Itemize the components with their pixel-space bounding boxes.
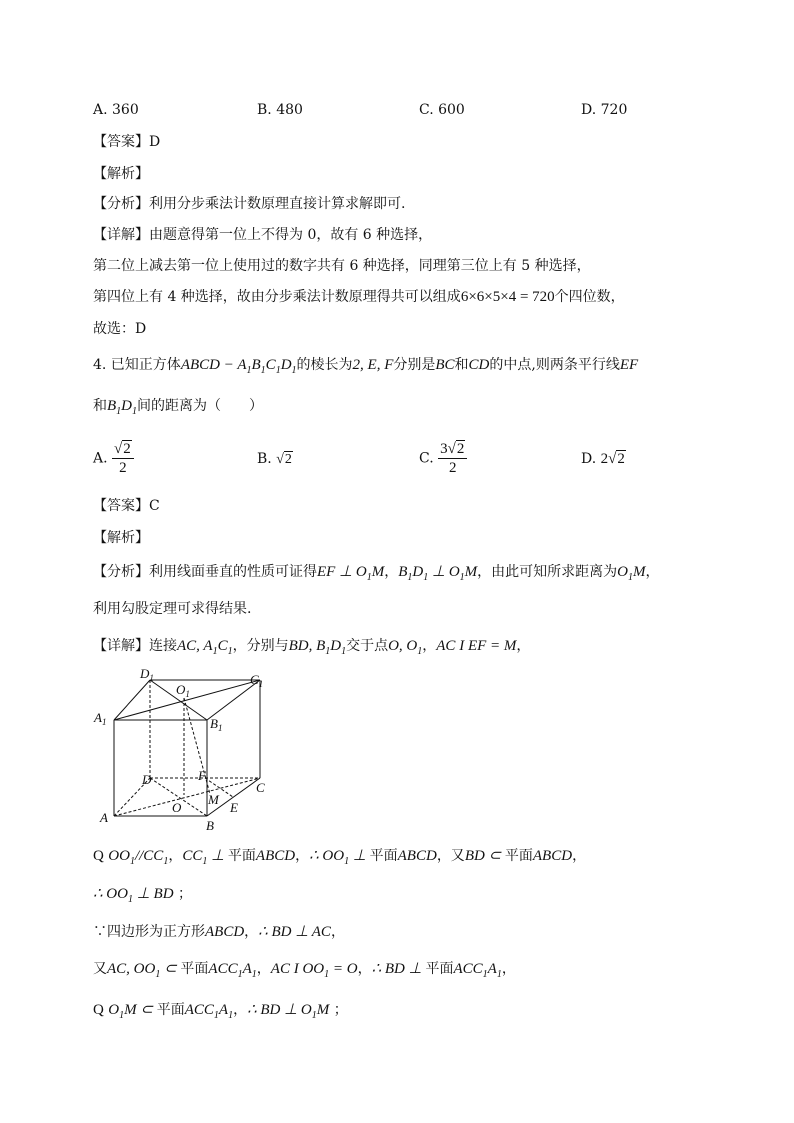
label-a: A bbox=[100, 810, 108, 825]
q4-detail-b: ，分别与 bbox=[232, 638, 289, 654]
q4-option-c-value: $\frac{3√2}{2}$ bbox=[438, 440, 467, 477]
q4-option-b-value: √2 bbox=[276, 452, 292, 467]
plane-word-4: 平面 bbox=[180, 961, 209, 977]
relation-o1m-subset: $O_1M$ ⊂ bbox=[108, 1002, 157, 1021]
q4-option-d bbox=[581, 449, 626, 469]
label-m: M bbox=[208, 792, 219, 807]
proof-5-b: ， bbox=[233, 1002, 248, 1018]
q4-proof-line-1: Q $OO_1//CC_1$，$CC_1$ ⊥ 平面ABCD，∴ $OO_1$ ⊥ 平面ABCD，又BD ⊂ 平面ABCD， bbox=[93, 848, 587, 867]
q4-stem-line-2 bbox=[93, 396, 263, 422]
relation-cc1-perp: $CC_1$ ⊥ bbox=[182, 848, 228, 867]
relation-b1d1-perp-o1m: $B_1D_1$ ⊥ $O_1M$ bbox=[398, 564, 478, 583]
edge-and-points: 2, E, F bbox=[352, 357, 394, 373]
relation-bd-perp-ac: ∴ BD ⊥ AC bbox=[258, 924, 331, 940]
q4-proof-line-2: ∴ $OO_1$ ⊥ BD ； bbox=[93, 886, 192, 905]
q3-line-3-text-a: 第四位上有 4 种选择，故由分步乘法计数原理得共可以组成 bbox=[93, 289, 461, 305]
relation-ac-oo1-o: AC I $OO_1 = O$ bbox=[270, 961, 358, 980]
q4-stem-line-1 bbox=[93, 355, 638, 381]
points-o-o1: O, $O_1$ bbox=[388, 638, 423, 657]
cube-solid-edges bbox=[114, 680, 260, 816]
q3-detail-line-3 bbox=[93, 287, 625, 307]
q4-option-d-value: 2√2 bbox=[600, 451, 625, 467]
q3-analysis: 【分析】利用分步乘法计数原理直接计算求解即可. bbox=[93, 196, 406, 212]
proof-1-d: ，又 bbox=[436, 848, 465, 864]
q3-detail-line-1: 【详解】由题意得第一位上不得为 0，故有 6 种选择， bbox=[93, 227, 433, 243]
relation-ef-perp-o1m: EF ⊥ $O_1M$ bbox=[317, 564, 385, 583]
plane-acc1a1-3: $ACC_1A_1$ bbox=[184, 1002, 234, 1021]
plane-word-6: 平面 bbox=[156, 1002, 185, 1018]
relation-oo1-parallel-cc1: $OO_1//CC_1$ bbox=[108, 848, 169, 867]
q3-line-3-expression: 6×6×5×4 = 720 bbox=[460, 289, 555, 305]
q4-analysis-line-2: 利用勾股定理可求得结果. bbox=[93, 601, 252, 617]
q3-option-b: B. 480 bbox=[257, 102, 303, 118]
q4-option-d-letter: D. bbox=[581, 451, 597, 467]
q4-detail-a: 【详解】连接 bbox=[93, 638, 177, 654]
q4-proof-line-4: 又AC, $OO_1$ ⊂ 平面$ACC_1A_1$，AC I $OO_1 = O$，∴ BD ⊥ 平面$ACC_1A_1$， bbox=[93, 961, 516, 980]
relation-bd-perp-plane: ∴ BD ⊥ bbox=[371, 961, 426, 977]
plane-word-5: 平面 bbox=[425, 961, 454, 977]
q4-option-a-value: $\frac{√2}{2}$ bbox=[112, 440, 134, 477]
q4-detail-line-1: 【详解】连接AC, $A_1C_1$，分别与BD, $B_1D_1$交于点O, $O_1$，AC I EF = M， bbox=[93, 638, 531, 657]
proof-4-a: 又 bbox=[93, 961, 107, 977]
plane-abcd-3: ABCD bbox=[532, 848, 573, 864]
segment-bc: BC bbox=[435, 357, 455, 373]
label-o1: $O_1$ bbox=[176, 682, 190, 699]
q4-stem-b: 的棱长为 bbox=[296, 357, 353, 373]
q3-option-a: A. 360 bbox=[93, 102, 139, 118]
segments-bd-b1d1: BD, $B_1D_1$ bbox=[288, 638, 347, 657]
q3-conclusion: 故选：D bbox=[93, 321, 147, 337]
q4-detail-c: 交于点 bbox=[346, 638, 389, 654]
q-symbol: Q bbox=[93, 848, 104, 864]
q4-option-b bbox=[257, 449, 293, 470]
relation-ac-ef-m: AC I EF = M bbox=[436, 638, 517, 654]
q4-stem-e: 的中点,则两条平行线 bbox=[489, 357, 620, 373]
relation-bd-perp-o1m: ∴ BD ⊥ $O_1M$ bbox=[247, 1002, 330, 1021]
label-c: C bbox=[256, 780, 265, 795]
q3-option-d: D. 720 bbox=[581, 102, 628, 118]
q4-option-a bbox=[93, 440, 134, 477]
q4-stem-d: 和 bbox=[454, 357, 469, 373]
cube-figure bbox=[92, 668, 272, 834]
proof-3-a: ∵四边形为正方形 bbox=[93, 924, 205, 940]
q3-detail-line-2: 第二位上减去第一位上使用过的数字共有 6 种选择，同理第三位上有 5 种选择， bbox=[93, 258, 591, 274]
relation-oo1-perp-bd: ∴ $OO_1$ ⊥ BD bbox=[93, 886, 174, 905]
q4-stem-a: 4. 已知正方体 bbox=[93, 357, 181, 373]
q-symbol-2: Q bbox=[93, 1002, 104, 1018]
q4-option-b-letter: B. bbox=[257, 451, 272, 467]
q4-option-a-letter: A. bbox=[93, 450, 108, 467]
label-o: O bbox=[172, 800, 182, 815]
q4-stem-c: 分别是 bbox=[393, 357, 436, 373]
segment-cd: CD bbox=[468, 357, 490, 373]
therefore-oo1-perp: ∴ $OO_1$ ⊥ bbox=[309, 848, 370, 867]
square-abcd: ABCD bbox=[205, 924, 245, 940]
q4-analysis-line-1: 【分析】利用线面垂直的性质可证得EF ⊥ $O_1M$，$B_1D_1$ ⊥ $O_1M$，由此可知所求距离为$O_1M$， bbox=[93, 564, 660, 583]
plane-acc1a1-2: $ACC_1A_1$ bbox=[453, 961, 502, 980]
q4-analysis-b: ，由此可知所求距离为 bbox=[477, 564, 618, 580]
cube-name: ABCD − $A_1B_1C_1D_1$ bbox=[180, 357, 297, 376]
segment-o1m: $O_1M$ bbox=[617, 564, 646, 583]
plane-word-1: 平面 bbox=[227, 848, 256, 864]
plane-abcd-2: ABCD bbox=[397, 848, 437, 864]
relation-bd-subset: BD ⊂ bbox=[464, 848, 505, 864]
q3-answer: 【答案】D bbox=[93, 134, 161, 150]
label-e: E bbox=[230, 800, 238, 815]
segment-ef: EF bbox=[619, 357, 639, 373]
relation-ac-oo1-subset: AC, $OO_1$ ⊂ bbox=[107, 961, 181, 980]
q4-answer: 【答案】C bbox=[93, 498, 160, 514]
q3-jiexi-heading: 【解析】 bbox=[93, 166, 149, 182]
q4-proof-line-3: ∵四边形为正方形ABCD，∴ BD ⊥ AC， bbox=[93, 924, 345, 940]
label-a1: $A_1$ bbox=[94, 710, 107, 727]
q3-option-c: C. 600 bbox=[419, 102, 465, 118]
q4-jiexi-heading: 【解析】 bbox=[93, 530, 149, 546]
label-d: D bbox=[142, 772, 152, 787]
plane-acc1a1-1: $ACC_1A_1$ bbox=[208, 961, 257, 980]
label-f: F bbox=[198, 768, 206, 783]
q4-option-c bbox=[419, 440, 467, 477]
q4-analysis-a: 【分析】利用线面垂直的性质可证得 bbox=[93, 564, 317, 580]
q3-line-3-text-b: 个四位数， bbox=[554, 289, 625, 305]
q4-stem-f: 和 bbox=[93, 398, 107, 414]
q4-option-c-letter: C. bbox=[419, 450, 434, 467]
label-d1: $D_1$ bbox=[140, 668, 154, 683]
q4-stem-g: 间的距离为（ ） bbox=[137, 398, 264, 414]
label-b1: $B_1$ bbox=[210, 716, 223, 733]
q4-proof-line-5: Q $O_1M$ ⊂ 平面$ACC_1A_1$，∴ BD ⊥ $O_1M$ ； bbox=[93, 1002, 348, 1021]
plane-abcd-1: ABCD bbox=[255, 848, 296, 864]
label-b: B bbox=[206, 818, 214, 833]
plane-word-2: 平面 bbox=[369, 848, 398, 864]
plane-word-3: 平面 bbox=[504, 848, 533, 864]
segment-b1d1: $B_1D_1$ bbox=[107, 398, 138, 417]
segments-ac-a1c1: AC, $A_1C_1$ bbox=[177, 638, 233, 657]
label-c1: $C_1$ bbox=[250, 672, 264, 689]
